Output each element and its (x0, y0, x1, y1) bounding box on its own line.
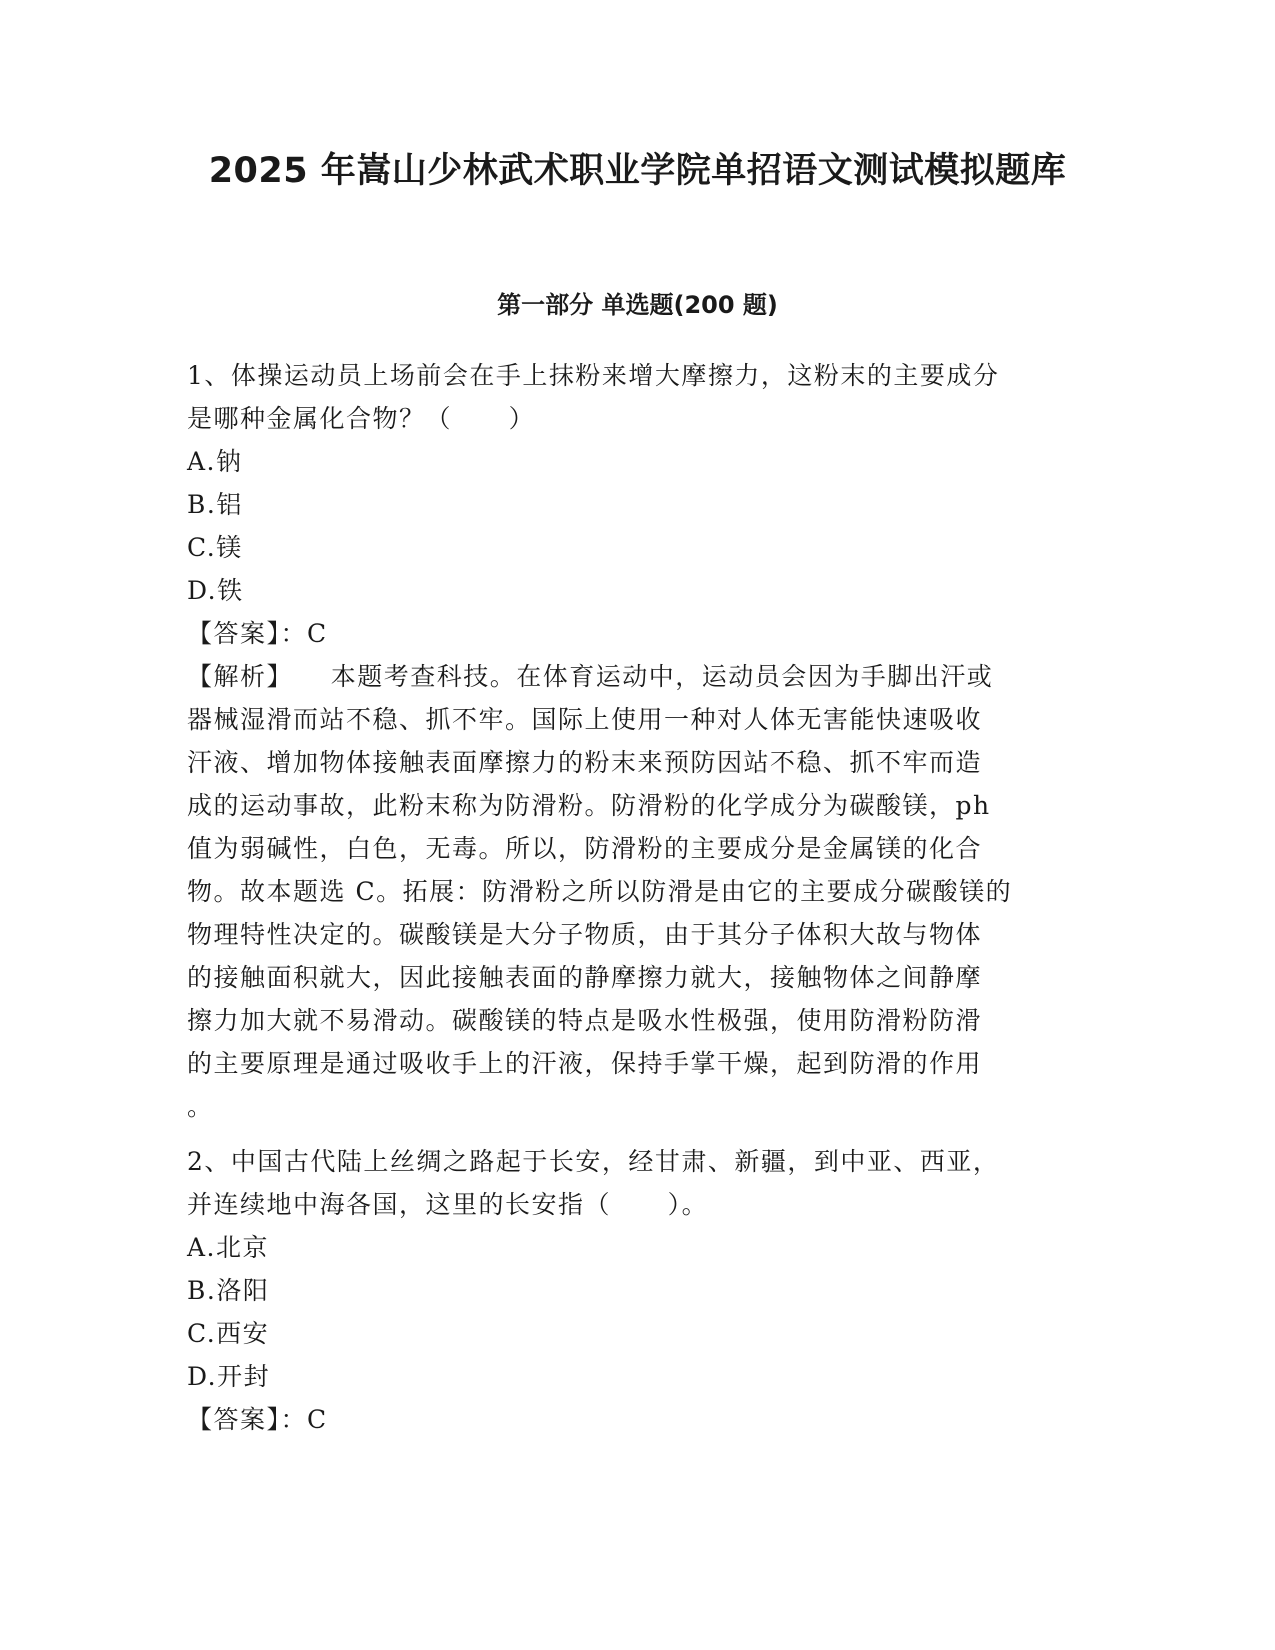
question-list (187, 354, 1087, 1441)
section-heading: 第一部分 单选题(200 题) (497, 291, 778, 319)
option-d: D.铁 (187, 576, 244, 605)
option-b: B.铝 (187, 490, 243, 519)
question-1 (187, 354, 1087, 1128)
analysis-line: 【解析】 本题考查科技。在体育运动中，运动员会因为手脚出汗或 (187, 662, 994, 691)
answer-line: 【答案】：C (187, 619, 328, 648)
option-c: C.西安 (187, 1319, 270, 1348)
analysis-line: 。 (187, 1092, 214, 1121)
analysis-line: 汗液、增加物体接触表面摩擦力的粉末来预防因站不稳、抓不牢而造 (187, 748, 983, 777)
question-stem-line: 是哪种金属化合物？（ ） (187, 404, 536, 433)
document-title: 2025 年嵩山少林武术职业学院单招语文测试模拟题库 (208, 151, 1067, 191)
analysis-line: 值为弱碱性，白色，无毒。所以，防滑粉的主要成分是金属镁的化合 (187, 834, 983, 863)
question-stem-line: 并连续地中海各国，这里的长安指（ ）。 (187, 1190, 709, 1219)
option-c: C.镁 (187, 533, 243, 562)
question-2 (187, 1140, 1087, 1441)
analysis-line: 物理特性决定的。碳酸镁是大分子物质，由于其分子体积大故与物体 (187, 920, 983, 949)
analysis-line: 擦力加大就不易滑动。碳酸镁的特点是吸水性极强，使用防滑粉防滑 (187, 1006, 983, 1035)
option-a: A.北京 (187, 1233, 270, 1262)
question-stem-line: 1、体操运动员上场前会在手上抹粉来增大摩擦力，这粉末的主要成分 (187, 361, 1000, 390)
option-b: B.洛阳 (187, 1276, 270, 1305)
option-d: D.开封 (187, 1362, 271, 1391)
analysis-line: 的接触面积就大，因此接触表面的静摩擦力就大，接触物体之间静摩 (187, 963, 983, 992)
answer-line: 【答案】：C (187, 1405, 328, 1434)
analysis-line: 物。故本题选 C。拓展：防滑粉之所以防滑是由它的主要成分碳酸镁的 (187, 877, 1013, 906)
question-spacer (187, 1128, 1087, 1140)
option-a: A.钠 (187, 447, 243, 476)
question-stem-line: 2、中国古代陆上丝绸之路起于长安，经甘肃、新疆，到中亚、西亚， (187, 1147, 1000, 1176)
analysis-line: 器械湿滑而站不稳、抓不牢。国际上使用一种对人体无害能快速吸收 (187, 705, 983, 734)
analysis-line: 的主要原理是通过吸收手上的汗液，保持手掌干燥，起到防滑的作用 (187, 1049, 983, 1078)
analysis-line: 成的运动事故，此粉末称为防滑粉。防滑粉的化学成分为碳酸镁，ph (187, 791, 991, 820)
